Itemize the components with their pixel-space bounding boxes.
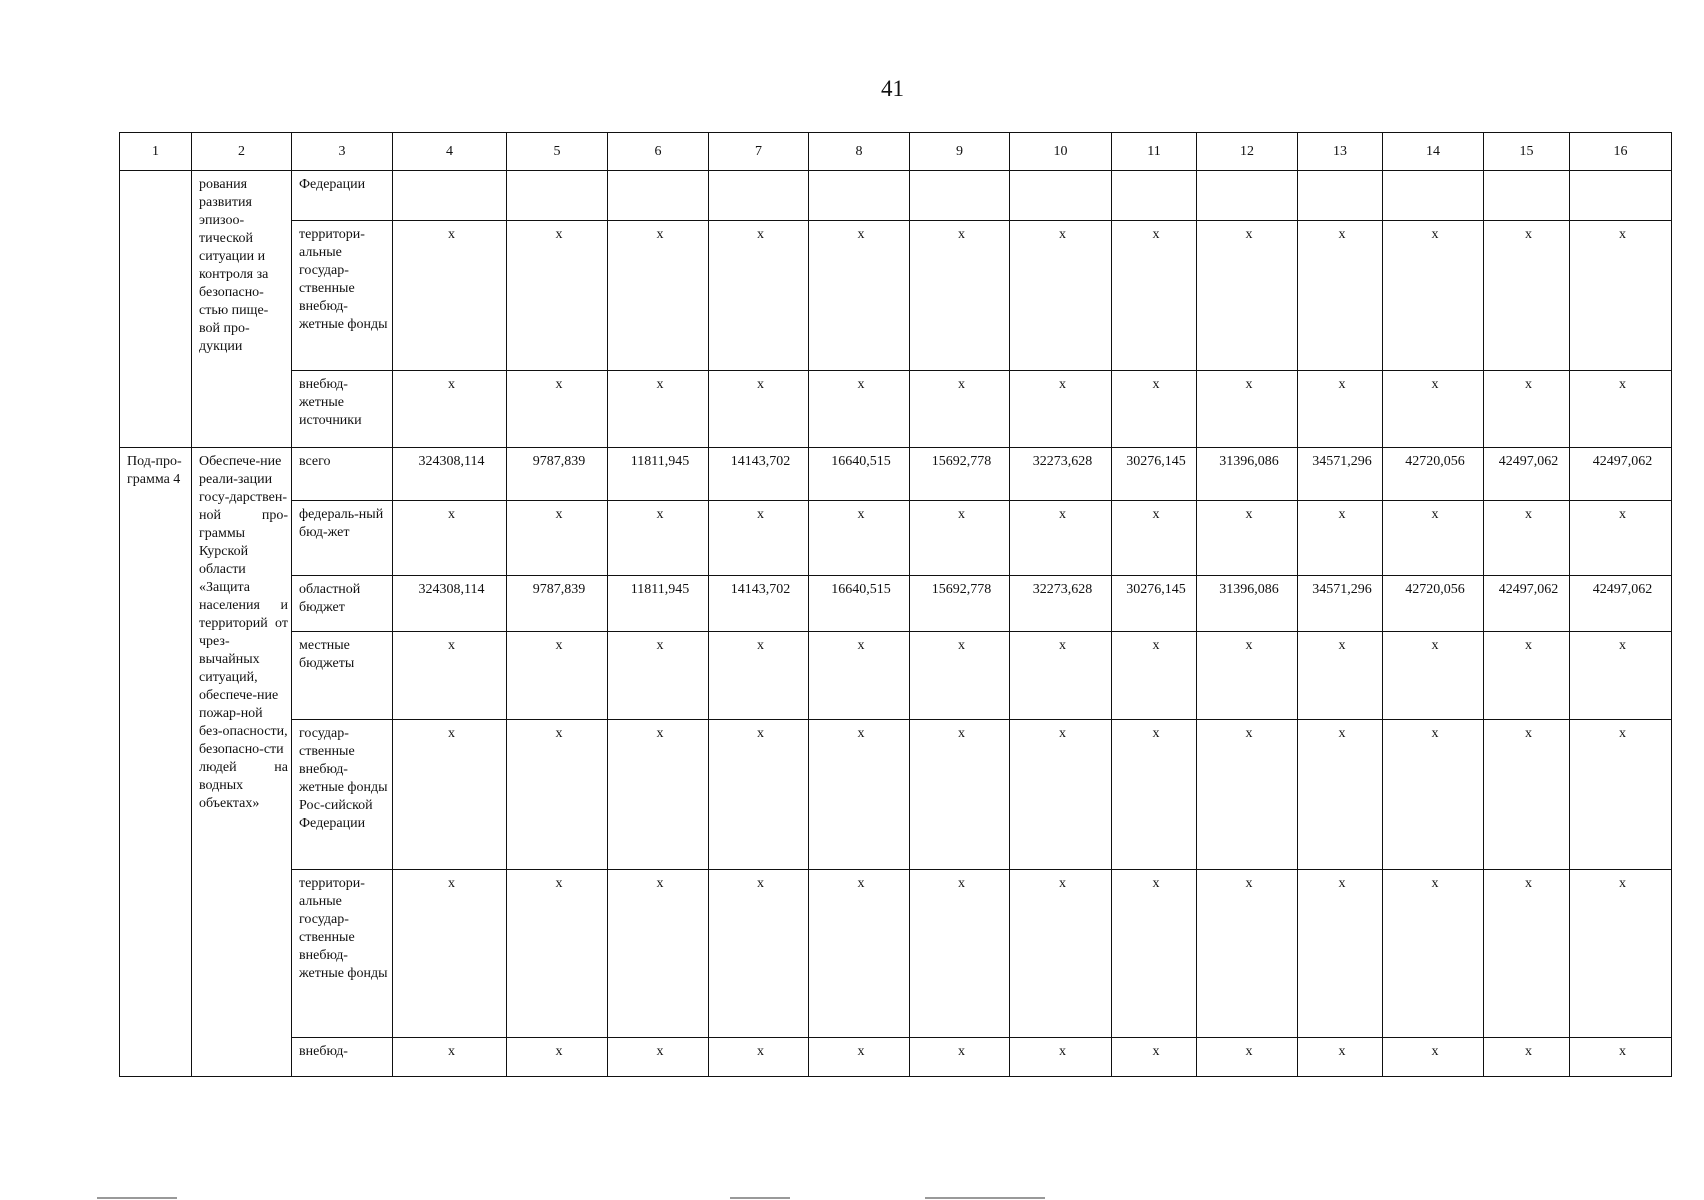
- value-cell: 30276,145: [1112, 447, 1197, 500]
- value-cell: 11811,945: [608, 575, 709, 631]
- funding-source-cell: государ-ственные внебюд-жетные фонды Рос-сийской Федерации: [292, 720, 393, 869]
- value-cell: x: [709, 1037, 809, 1076]
- value-cell: [1298, 171, 1383, 221]
- table-row: [120, 447, 1672, 500]
- funding-source-cell: местные бюджеты: [292, 632, 393, 720]
- value-cell: x: [1484, 720, 1570, 869]
- value-cell: x: [1010, 500, 1112, 575]
- value-cell: x: [1197, 221, 1298, 371]
- value-cell: x: [393, 869, 507, 1037]
- value-cell: [507, 171, 608, 221]
- scan-artifact: [925, 1197, 1045, 1199]
- value-cell: 42497,062: [1484, 575, 1570, 631]
- value-cell: x: [809, 720, 910, 869]
- value-cell: x: [910, 1037, 1010, 1076]
- value-cell: x: [910, 500, 1010, 575]
- header-cell: 15: [1484, 133, 1570, 171]
- value-cell: x: [393, 221, 507, 371]
- header-cell: 8: [809, 133, 910, 171]
- value-cell: x: [608, 632, 709, 720]
- header-cell: 12: [1197, 133, 1298, 171]
- header-cell: 16: [1570, 133, 1672, 171]
- value-cell: x: [709, 500, 809, 575]
- value-cell: 9787,839: [507, 447, 608, 500]
- value-cell: x: [393, 632, 507, 720]
- table-row: [120, 632, 1672, 720]
- value-cell: x: [1010, 1037, 1112, 1076]
- value-cell: 42720,056: [1383, 575, 1484, 631]
- value-cell: x: [1383, 371, 1484, 447]
- value-cell: x: [608, 371, 709, 447]
- value-cell: x: [809, 869, 910, 1037]
- value-cell: 42720,056: [1383, 447, 1484, 500]
- value-cell: x: [1298, 720, 1383, 869]
- value-cell: [910, 171, 1010, 221]
- value-cell: x: [1197, 1037, 1298, 1076]
- value-cell: x: [507, 720, 608, 869]
- value-cell: 34571,296: [1298, 447, 1383, 500]
- program-name-cell: Обеспече-ние реали-зации госу-дарствен-ной про-граммы Курской области «Защита населения и территорий от чрез-вычайных ситуаций, обеспече-ние пожар-ной без-опасности, безопасно-сти людей на водных объектах»: [192, 447, 292, 1076]
- value-cell: x: [1112, 371, 1197, 447]
- value-cell: x: [1570, 500, 1672, 575]
- value-cell: [1484, 171, 1570, 221]
- value-cell: x: [1484, 869, 1570, 1037]
- value-cell: x: [393, 720, 507, 869]
- value-cell: x: [1112, 221, 1197, 371]
- funding-source-cell: Федерации: [292, 171, 393, 221]
- value-cell: x: [1112, 869, 1197, 1037]
- value-cell: x: [608, 720, 709, 869]
- value-cell: x: [1197, 869, 1298, 1037]
- header-cell: 10: [1010, 133, 1112, 171]
- value-cell: x: [709, 632, 809, 720]
- value-cell: x: [1112, 500, 1197, 575]
- value-cell: x: [910, 371, 1010, 447]
- value-cell: x: [1383, 221, 1484, 371]
- value-cell: x: [1383, 632, 1484, 720]
- value-cell: [1383, 171, 1484, 221]
- value-cell: x: [910, 869, 1010, 1037]
- value-cell: x: [1197, 371, 1298, 447]
- value-cell: [1197, 171, 1298, 221]
- value-cell: 14143,702: [709, 447, 809, 500]
- value-cell: x: [1112, 632, 1197, 720]
- header-cell: 1: [120, 133, 192, 171]
- value-cell: x: [910, 720, 1010, 869]
- value-cell: x: [1197, 500, 1298, 575]
- program-label-cell: Под-про-грамма 4: [120, 447, 192, 1076]
- value-cell: x: [1112, 720, 1197, 869]
- value-cell: 324308,114: [393, 447, 507, 500]
- table-row: [120, 869, 1672, 1037]
- value-cell: x: [1010, 221, 1112, 371]
- value-cell: x: [1570, 1037, 1672, 1076]
- value-cell: [709, 171, 809, 221]
- value-cell: x: [1197, 720, 1298, 869]
- value-cell: 15692,778: [910, 575, 1010, 631]
- funding-source-cell: территори-альные государ-ственные внебюд-жетные фонды: [292, 869, 393, 1037]
- header-cell: 14: [1383, 133, 1484, 171]
- value-cell: x: [507, 371, 608, 447]
- funding-source-cell: территори-альные государ-ственные внебюд-жетные фонды: [292, 221, 393, 371]
- value-cell: x: [608, 1037, 709, 1076]
- table-row: [120, 171, 1672, 221]
- scan-artifact: [97, 1197, 177, 1199]
- header-cell: 11: [1112, 133, 1197, 171]
- value-cell: [1570, 171, 1672, 221]
- value-cell: x: [1298, 371, 1383, 447]
- value-cell: x: [1484, 632, 1570, 720]
- budget-table: [119, 132, 1672, 1077]
- value-cell: 14143,702: [709, 575, 809, 631]
- value-cell: x: [1383, 1037, 1484, 1076]
- value-cell: x: [507, 221, 608, 371]
- value-cell: x: [1484, 500, 1570, 575]
- value-cell: x: [1298, 869, 1383, 1037]
- value-cell: x: [1484, 371, 1570, 447]
- value-cell: [608, 171, 709, 221]
- value-cell: x: [809, 500, 910, 575]
- value-cell: 32273,628: [1010, 575, 1112, 631]
- value-cell: x: [393, 500, 507, 575]
- table-row: [120, 500, 1672, 575]
- header-cell: 9: [910, 133, 1010, 171]
- value-cell: x: [1010, 371, 1112, 447]
- value-cell: x: [1570, 371, 1672, 447]
- value-cell: x: [1010, 632, 1112, 720]
- value-cell: x: [1298, 632, 1383, 720]
- header-cell: 13: [1298, 133, 1383, 171]
- value-cell: x: [507, 869, 608, 1037]
- value-cell: x: [1570, 632, 1672, 720]
- value-cell: x: [809, 632, 910, 720]
- value-cell: 16640,515: [809, 447, 910, 500]
- funding-source-cell: областной бюджет: [292, 575, 393, 631]
- value-cell: x: [1570, 221, 1672, 371]
- value-cell: 9787,839: [507, 575, 608, 631]
- value-cell: 32273,628: [1010, 447, 1112, 500]
- funding-source-cell: внебюд-жетные источники: [292, 371, 393, 447]
- value-cell: x: [809, 371, 910, 447]
- value-cell: 324308,114: [393, 575, 507, 631]
- header-row: [120, 133, 1672, 171]
- value-cell: 31396,086: [1197, 575, 1298, 631]
- value-cell: 11811,945: [608, 447, 709, 500]
- header-cell: 7: [709, 133, 809, 171]
- value-cell: x: [507, 1037, 608, 1076]
- value-cell: x: [809, 221, 910, 371]
- table-row: [120, 720, 1672, 869]
- value-cell: x: [393, 1037, 507, 1076]
- program-label-cell: [120, 171, 192, 448]
- value-cell: 42497,062: [1484, 447, 1570, 500]
- value-cell: x: [910, 632, 1010, 720]
- table-row: [120, 371, 1672, 447]
- table-row: [120, 1037, 1672, 1076]
- value-cell: 42497,062: [1570, 575, 1672, 631]
- value-cell: x: [809, 1037, 910, 1076]
- program-name-cell: рования развития эпизоо-тической ситуации и контроля за безопасно-стью пище-вой про-дукции: [192, 171, 292, 448]
- funding-source-cell: внебюд-: [292, 1037, 393, 1076]
- value-cell: x: [709, 221, 809, 371]
- value-cell: x: [1570, 869, 1672, 1037]
- funding-source-cell: федераль-ный бюд-жет: [292, 500, 393, 575]
- page-number: 41: [881, 76, 904, 101]
- value-cell: 15692,778: [910, 447, 1010, 500]
- funding-source-cell: всего: [292, 447, 393, 500]
- value-cell: 34571,296: [1298, 575, 1383, 631]
- header-cell: 4: [393, 133, 507, 171]
- value-cell: 42497,062: [1570, 447, 1672, 500]
- value-cell: [1010, 171, 1112, 221]
- table-row: [120, 575, 1672, 631]
- value-cell: x: [507, 500, 608, 575]
- value-cell: x: [608, 221, 709, 371]
- value-cell: x: [1484, 221, 1570, 371]
- scan-artifact: [730, 1197, 790, 1199]
- value-cell: x: [507, 632, 608, 720]
- value-cell: x: [1383, 500, 1484, 575]
- value-cell: x: [1298, 1037, 1383, 1076]
- value-cell: x: [1484, 1037, 1570, 1076]
- value-cell: x: [1298, 500, 1383, 575]
- header-cell: 2: [192, 133, 292, 171]
- value-cell: 30276,145: [1112, 575, 1197, 631]
- value-cell: x: [1383, 869, 1484, 1037]
- value-cell: 31396,086: [1197, 447, 1298, 500]
- header-cell: 3: [292, 133, 393, 171]
- value-cell: x: [709, 371, 809, 447]
- value-cell: x: [1383, 720, 1484, 869]
- value-cell: x: [1112, 1037, 1197, 1076]
- value-cell: x: [1010, 869, 1112, 1037]
- table-row: [120, 221, 1672, 371]
- value-cell: x: [393, 371, 507, 447]
- value-cell: 16640,515: [809, 575, 910, 631]
- value-cell: x: [1570, 720, 1672, 869]
- value-cell: [809, 171, 910, 221]
- value-cell: x: [608, 500, 709, 575]
- value-cell: [1112, 171, 1197, 221]
- header-cell: 5: [507, 133, 608, 171]
- header-cell: 6: [608, 133, 709, 171]
- value-cell: [393, 171, 507, 221]
- value-cell: x: [709, 720, 809, 869]
- value-cell: x: [910, 221, 1010, 371]
- value-cell: x: [709, 869, 809, 1037]
- value-cell: x: [1197, 632, 1298, 720]
- value-cell: x: [1298, 221, 1383, 371]
- value-cell: x: [608, 869, 709, 1037]
- value-cell: x: [1010, 720, 1112, 869]
